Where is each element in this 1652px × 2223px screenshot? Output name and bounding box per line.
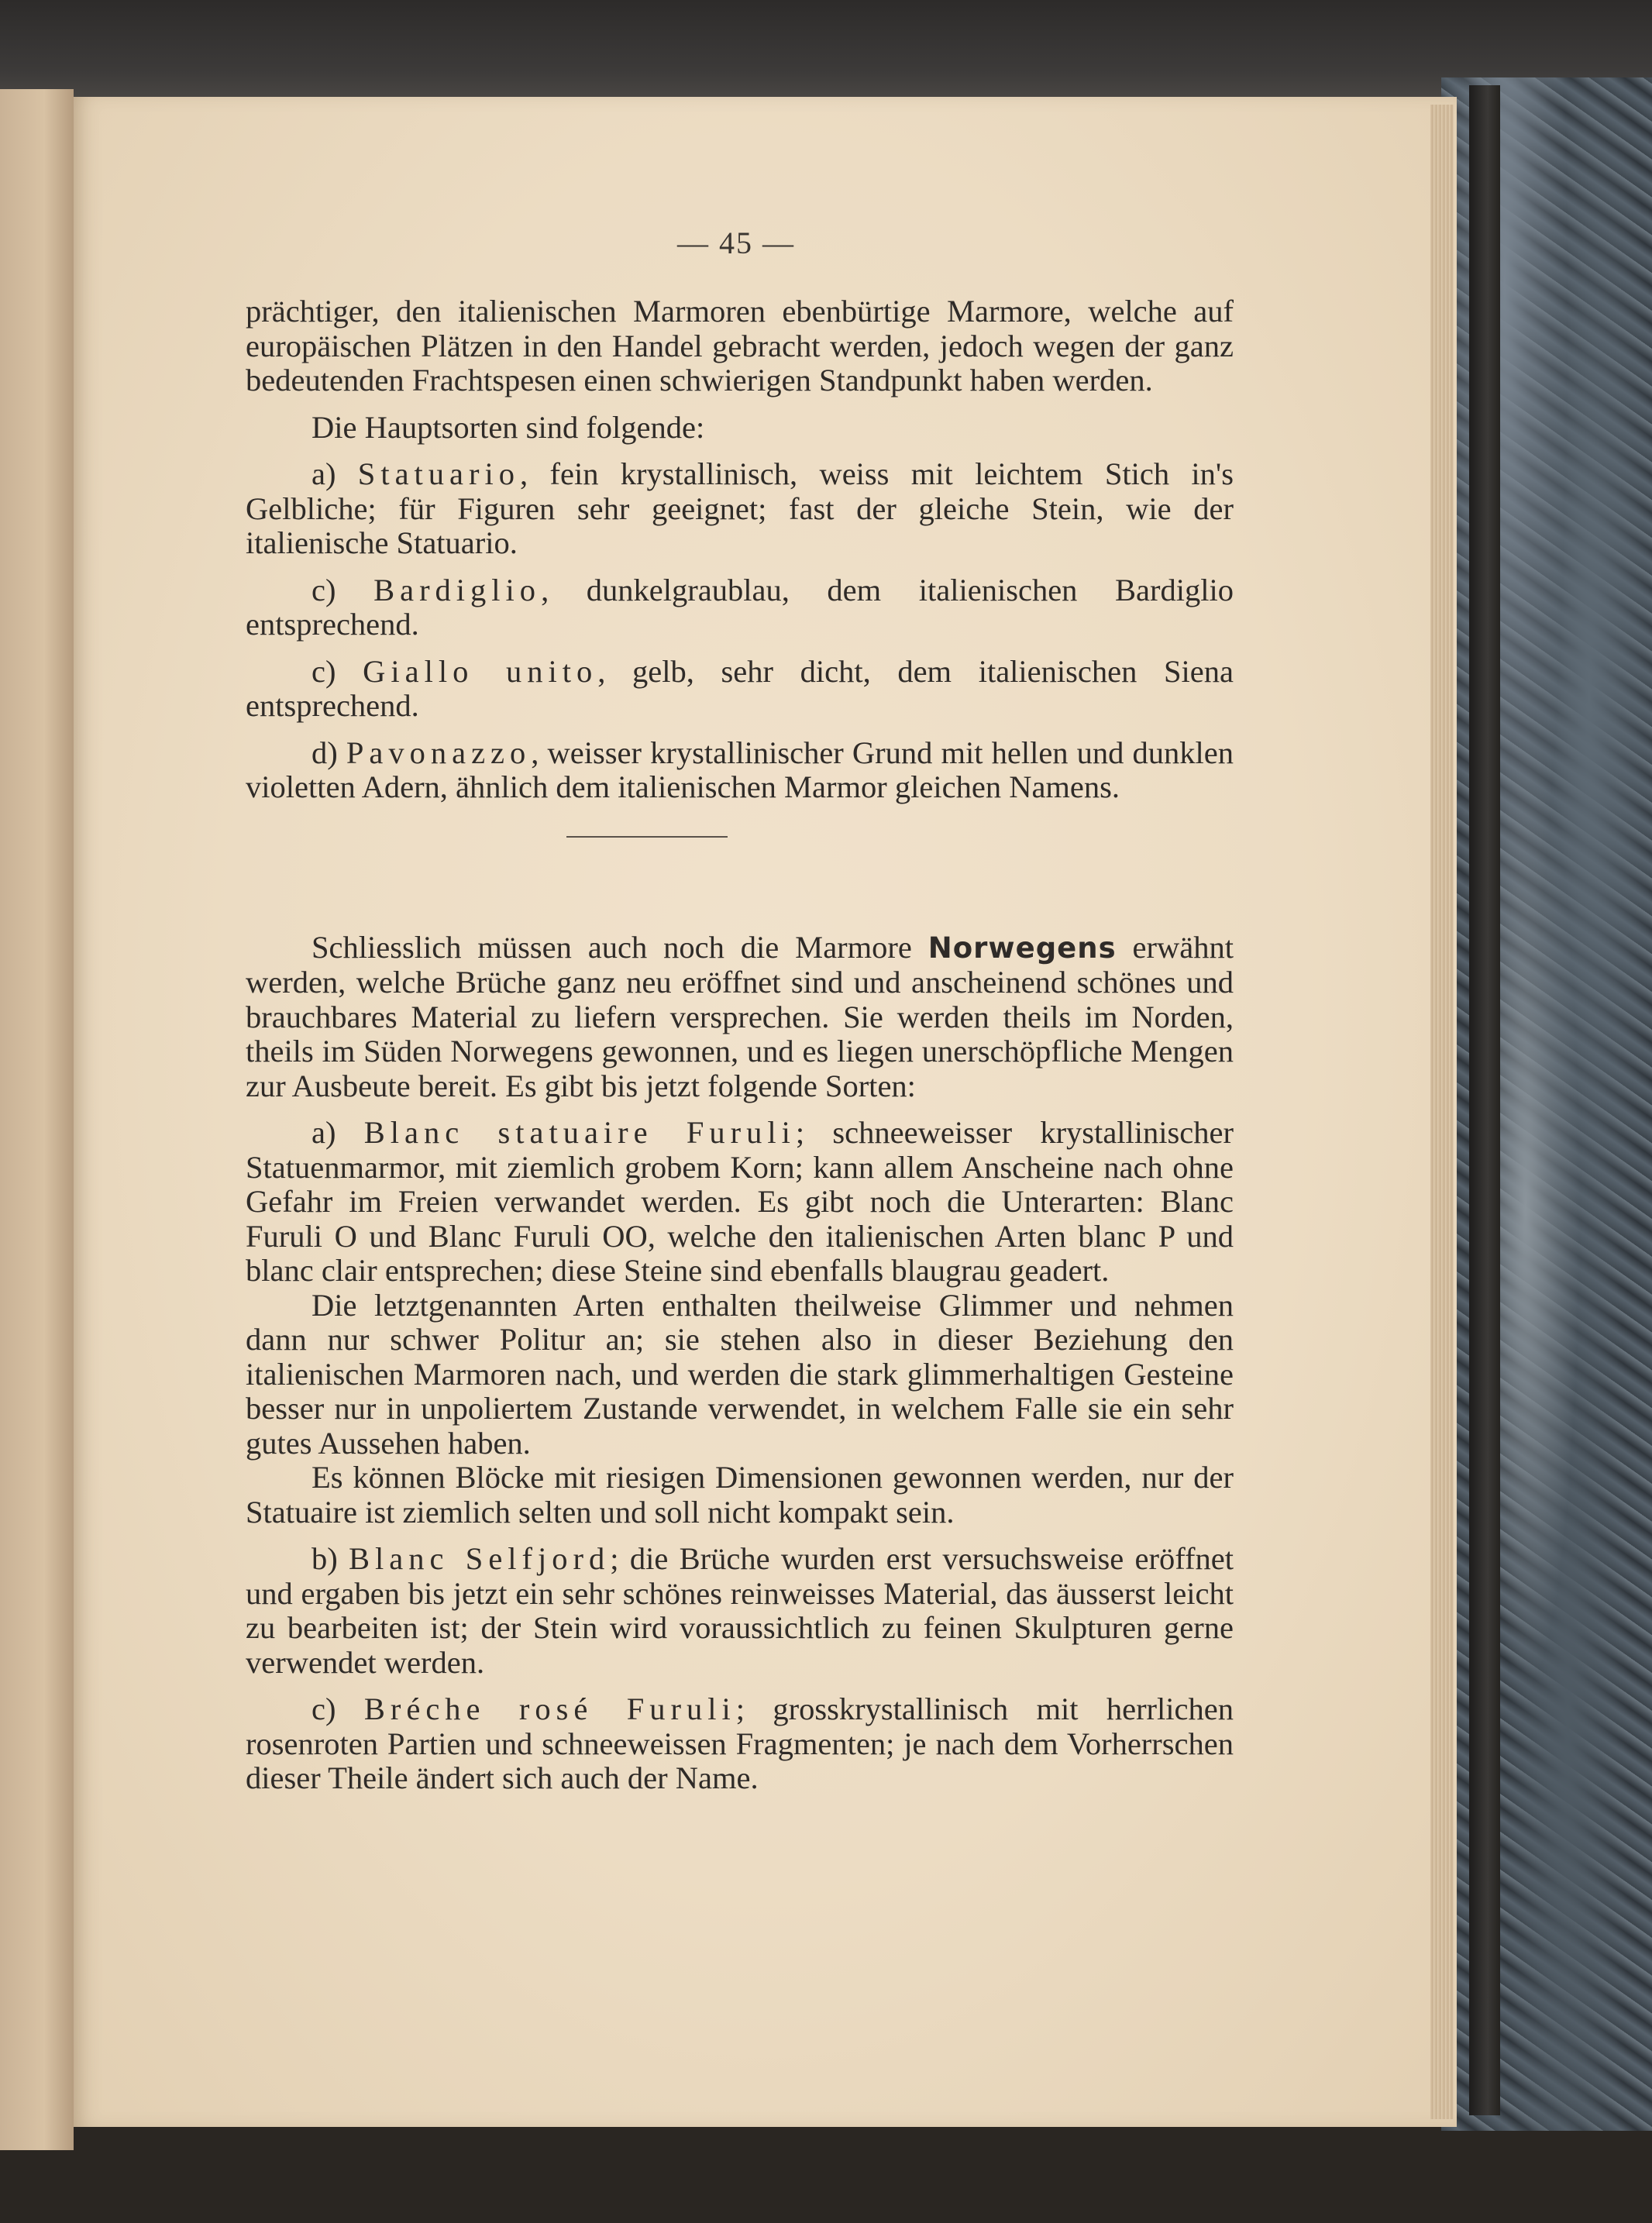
norway-intro: Schliesslich müssen auch noch die Marmore Norwegens erwähnt werden, welche Brüche ganz neu eröffnet sind und anscheinend schönes und brauchbares Material zu liefern versprechen. Sie werden theils im Norden, theils im Süden Norwegens gewonnen, und es liegen unerschöpfliche Mengen zur Ausbeute bereit. Es gibt bis jetzt folgende Sorten: <box>246 929 1234 1103</box>
item-text: ; grosskrystallinisch mit herrlichen rosenroten Partien und schneeweissen Fragmenten; je nach dem Vorherrschen dieser Theile ändert sich auch der Name. <box>246 1691 1234 1795</box>
norway-a-continuation: Die letztgenannten Arten enthalten theilweise Glimmer und nehmen dann nur schwer Politur an; sie stehen also in dieser Beziehung den italienischen Marmoren nach, und werden die stark glimmerhaltigen Gesteine besser nur in unpoliertem Zustande verwendet, in welchem Falle sie ein sehr gutes Aussehen haben. <box>246 1287 1234 1461</box>
marble-name: Giallo unito <box>363 653 598 689</box>
book-spine-edge <box>1469 85 1500 2115</box>
list-item <box>246 1692 1234 1796</box>
marble-name: Blanc Selfjord <box>349 1541 611 1576</box>
list-item <box>246 655 1234 724</box>
list-item <box>246 736 1234 805</box>
marble-name: Statuario <box>357 456 521 491</box>
list-item <box>246 1542 1234 1680</box>
item-text: , weisser krystallinischer Grund mit hellen und dunklen violetten Adern, ähnlich dem italienischen Marmor gleichen Namens. <box>246 735 1234 804</box>
item-marker: c) <box>311 572 336 607</box>
page-text <box>246 294 1234 1796</box>
item-marker: a) <box>311 1115 336 1150</box>
section-divider <box>566 836 728 838</box>
marble-name: Bardiglio <box>373 572 542 607</box>
page-stack-edges <box>1430 105 1454 2119</box>
page-number: — 45 — <box>677 225 795 260</box>
marble-name: Blanc statuaire Furuli <box>363 1115 796 1150</box>
hauptsorten-heading: Die Hauptsorten sind folgende: <box>311 409 705 445</box>
item-text: ; die Brüche wurden erst versuchsweise eröffnet und ergaben bis jetzt ein sehr schönes reinweisses Material, das äusserst leicht zu bearbeiten ist; der Stein wird voraussichtlich zu feinen Skulpturen gerne verwendet werden. <box>246 1541 1234 1680</box>
list-item <box>246 1116 1234 1289</box>
item-marker: a) <box>311 456 336 491</box>
marble-name: Pavonazzo <box>346 735 532 770</box>
item-text: , gelb, sehr dicht, dem italienischen Siena entsprechend. <box>246 653 1234 723</box>
norway-heading: Norwegens <box>928 931 1117 965</box>
item-marker: b) <box>311 1541 338 1576</box>
norway-a-blocks: Es können Blöcke mit riesigen Dimensionen gewonnen werden, nur der Statuaire ist ziemlich selten und soll nicht kompakt sein. <box>246 1460 1234 1530</box>
item-text: ; schneeweisser krystallinischer Statuenmarmor, mit ziemlich grobem Korn; kann allem Anscheine nach ohne Gefahr im Freien verwandet werden. Es gibt noch die Unterarten: Blanc Furuli O und Blanc Furuli OO, welche den italienischen Arten blanc P und blanc clair entsprechen; diese Steine sind ebenfalls blaugrau geadert. <box>246 1115 1234 1288</box>
item-text: , dunkelgraublau, dem italienischen Bardiglio entsprechend. <box>246 572 1234 642</box>
item-marker: c) <box>311 653 336 689</box>
intro-paragraph: prächtiger, den italienischen Marmoren ebenbürtige Marmore, welche auf europäischen Plätzen in den Handel gebracht werden, jedoch wegen der ganz bedeutenden Frachtspesen einen schwierigen Standpunkt haben werden. <box>246 294 1234 397</box>
list-item <box>246 573 1234 642</box>
item-text: , fein krystallinisch, weiss mit leichtem Stich in's Gelbliche; für Figuren sehr geeignet; fast der gleiche Stein, wie der italienische Statuario. <box>246 456 1234 560</box>
item-marker: c) <box>311 1691 336 1726</box>
marble-name: Bréche rosé Furuli <box>363 1691 736 1726</box>
section-spacer <box>246 838 1234 931</box>
list-item <box>246 457 1234 561</box>
facing-page-edge <box>0 89 74 2150</box>
scan-background-top <box>0 0 1652 101</box>
item-marker: d) <box>311 735 338 770</box>
